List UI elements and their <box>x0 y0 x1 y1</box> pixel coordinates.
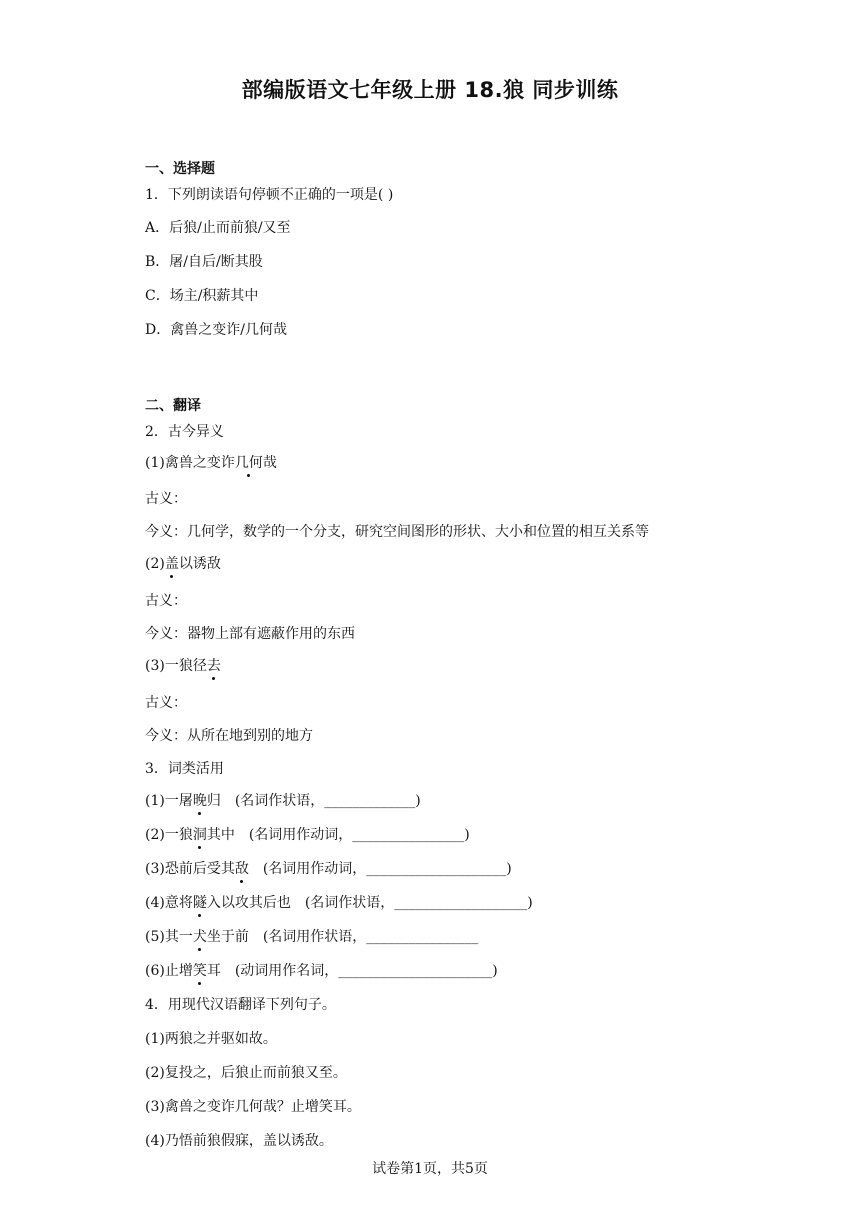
section-heading-choice: 一、选择题 <box>145 161 215 177</box>
q2-item-2-gu: 古义： <box>145 593 187 609</box>
page-title: 部编版语文七年级上册 18.狼 同步训练 <box>241 78 619 102</box>
question-4-stem: 4．用现代汉语翻译下列句子。 <box>145 997 336 1013</box>
question-1-stem: 1．下列朗读语句停顿不正确的一项是( ) <box>145 187 394 203</box>
q4-item-4: (4)乃悟前狼假寐，盖以诱敌。 <box>145 1133 333 1149</box>
emphasis-dots: 隧 <box>192 895 207 911</box>
emphasis-dots: 晚 <box>192 793 207 809</box>
q2-item-1-gu: 古义： <box>145 491 187 507</box>
q3-item-6: (6)止增笑耳 (动词用作名词，______________________) <box>145 963 498 979</box>
page-footer: 试卷第1页，共5页 <box>372 1161 488 1177</box>
emphasis-dots: 敌 <box>234 861 249 877</box>
q2-item-2: (2)盖以诱敌 <box>145 556 221 572</box>
q3-item-3: (3)恐前后受其敌 (名词用作动词，____________________) <box>145 861 512 877</box>
emphasis-dots: 犬 <box>192 929 207 945</box>
emphasis-dots: 盖 <box>164 556 179 572</box>
option-b: B．屠/自后/断其股 <box>145 254 263 270</box>
q3-item-1: (1)一屠晚归 (名词作状语，_____________) <box>145 793 421 809</box>
emphasis-dots: 几何 <box>234 455 263 471</box>
section-heading-translation: 二、翻译 <box>145 398 201 414</box>
emphasis-dots: 去 <box>206 658 221 674</box>
q4-item-1: (1)两狼之并驱如故。 <box>145 1031 277 1047</box>
question-2-stem: 2．古今异义 <box>145 424 224 440</box>
q2-item-3-jin: 今义：从所在地到别的地方 <box>145 728 313 744</box>
q3-item-2: (2)一狼洞其中 (名词用作动词，________________) <box>145 827 470 843</box>
option-a: A．后狼/止而前狼/又至 <box>145 220 291 236</box>
q2-item-1: (1)禽兽之变诈几何哉 <box>145 455 277 471</box>
q4-item-3: (3)禽兽之变诈几何哉？止增笑耳。 <box>145 1099 361 1115</box>
q2-item-3-gu: 古义： <box>145 695 187 711</box>
q2-item-1-jin: 今义：几何学，数学的一个分支，研究空间图形的形状、大小和位置的相互关系等 <box>145 524 649 540</box>
option-d: D．禽兽之变诈/几何哉 <box>145 322 287 338</box>
emphasis-dots: 洞 <box>192 827 207 843</box>
q4-item-2: (2)复投之，后狼止而前狼又至。 <box>145 1065 347 1081</box>
q2-item-3: (3)一狼径去 <box>145 658 221 674</box>
emphasis-dots: 笑 <box>192 963 207 979</box>
q2-item-2-jin: 今义：器物上部有遮蔽作用的东西 <box>145 626 355 642</box>
option-c: C．场主/积薪其中 <box>145 288 259 304</box>
q3-item-4: (4)意将隧入以攻其后也 (名词作状语，___________________) <box>145 895 533 911</box>
q3-item-5: (5)其一犬坐于前 (名词用作状语，________________ <box>145 929 479 945</box>
question-3-stem: 3．词类活用 <box>145 761 224 777</box>
